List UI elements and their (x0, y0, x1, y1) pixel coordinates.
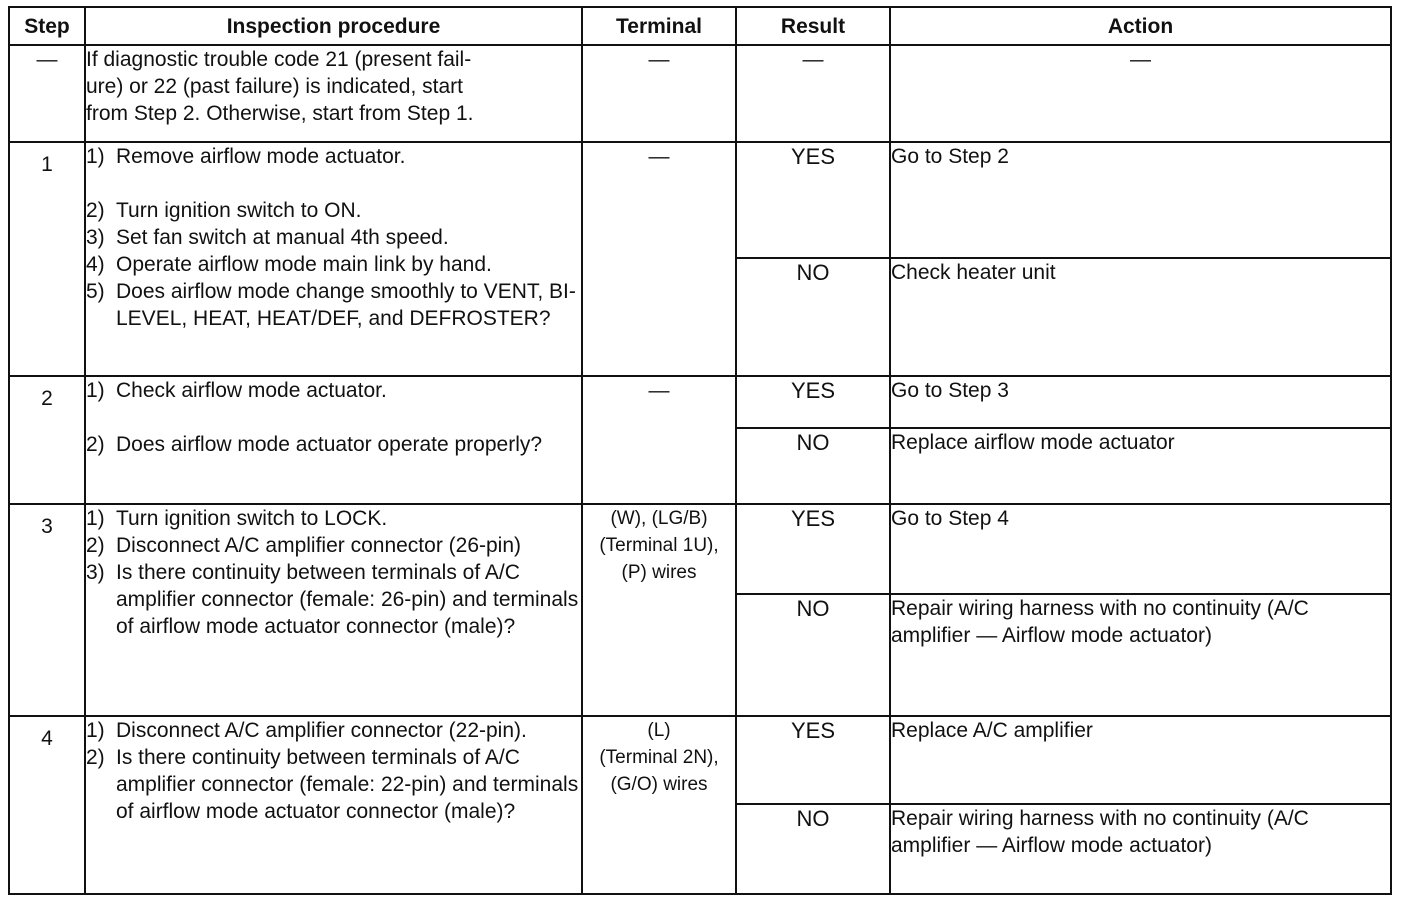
intro-procedure-line: If diagnostic trouble code 21 (present fail- (86, 48, 472, 71)
procedure-item-text: Is there continuity between terminals of A/C amplifier connector (female: 26-pin) and terminals of airflow mode actuator connector (male)? (116, 561, 579, 638)
procedure-item-text: Disconnect A/C amplifier connector (26-pin) (116, 534, 522, 557)
procedure-item-text: Set fan switch at manual 4th speed. (116, 226, 449, 249)
table-row (9, 142, 1391, 258)
procedure-list (86, 377, 581, 458)
procedure-item-number: 1) (86, 379, 105, 402)
procedure-item-number: 2) (86, 433, 105, 456)
step-number (9, 716, 85, 894)
procedure-item (86, 197, 581, 224)
procedure-item-number: 1) (86, 719, 105, 742)
procedure-item-text: Disconnect A/C amplifier connector (22-pin). (116, 719, 527, 742)
intro-procedure-line: from Step 2. Otherwise, start from Step 1. (86, 102, 474, 125)
step-procedure (85, 716, 582, 894)
terminal-line: (W), (LG/B) (610, 508, 708, 529)
header-result: Result (736, 7, 890, 45)
procedure-item-number: 3) (86, 561, 105, 584)
procedure-item (86, 532, 581, 559)
procedure-item-number: 1) (86, 507, 105, 530)
procedure-item (86, 505, 581, 532)
procedure-item-number: 2) (86, 199, 105, 222)
procedure-list (86, 505, 581, 640)
terminal-line: (L) (647, 720, 671, 741)
procedure-item-text: Does airflow mode actuator operate properly? (116, 433, 543, 456)
step-procedure (85, 142, 582, 376)
action-cell: Go to Step 2 (890, 142, 1391, 258)
result-cell: NO (736, 428, 890, 504)
procedure-item-text: Turn ignition switch to ON. (116, 199, 362, 222)
step-terminal (582, 716, 736, 894)
step-number (9, 376, 85, 504)
table-row (9, 504, 1391, 594)
result-cell: NO (736, 594, 890, 716)
action-cell: Check heater unit (890, 258, 1391, 376)
procedure-item-number: 2) (86, 534, 105, 557)
procedure-item (86, 143, 581, 170)
step-number (9, 504, 85, 716)
procedure-item-text: Turn ignition switch to LOCK. (116, 507, 388, 530)
procedure-spacer (86, 404, 581, 431)
intro-row (9, 45, 1391, 142)
procedure-item (86, 744, 581, 825)
terminal-line: (G/O) wires (610, 774, 708, 795)
procedure-item-number: 5) (86, 280, 105, 303)
procedure-item-number: 1) (86, 145, 105, 168)
procedure-item-text: Does airflow mode change smoothly to VENT, BI-LEVEL, HEAT, HEAT/DEF, and DEFROSTER? (116, 280, 576, 330)
step-number-text: 3 (41, 515, 53, 538)
intro-result: — (736, 45, 890, 142)
action-cell: Replace A/C amplifier (890, 716, 1391, 804)
step-number-text: 2 (41, 387, 53, 410)
procedure-item (86, 717, 581, 744)
intro-terminal: — (582, 45, 736, 142)
step-terminal (582, 504, 736, 716)
result-cell: NO (736, 258, 890, 376)
intro-procedure-line: ure) or 22 (past failure) is indicated, start (86, 75, 463, 98)
result-cell: YES (736, 504, 890, 594)
step-terminal: — (582, 376, 736, 504)
procedure-list (86, 143, 581, 332)
step-number-text: 4 (41, 727, 53, 750)
procedure-item (86, 559, 581, 640)
procedure-spacer (86, 170, 581, 197)
procedure-item-text: Remove airflow mode actuator. (116, 145, 406, 168)
result-cell: YES (736, 716, 890, 804)
step-number (9, 142, 85, 376)
result-cell: YES (736, 376, 890, 428)
step-number-text: 1 (41, 153, 53, 176)
procedure-item (86, 431, 581, 458)
action-cell: Repair wiring harness with no continuity (A/C amplifier — Airflow mode actuator) (890, 804, 1391, 894)
procedure-list (86, 717, 581, 825)
action-cell: Go to Step 4 (890, 504, 1391, 594)
terminal-line: (Terminal 2N), (599, 747, 719, 768)
intro-step: — (9, 45, 85, 142)
procedure-item-text: Operate airflow mode main link by hand. (116, 253, 492, 276)
intro-procedure (85, 45, 582, 142)
action-cell: Go to Step 3 (890, 376, 1391, 428)
step-procedure (85, 504, 582, 716)
table-row (9, 376, 1391, 428)
intro-action: — (890, 45, 1391, 142)
header-procedure: Inspection procedure (85, 7, 582, 45)
header-step: Step (9, 7, 85, 45)
result-cell: YES (736, 142, 890, 258)
header-action: Action (890, 7, 1391, 45)
procedure-item-number: 2) (86, 746, 105, 769)
action-cell: Repair wiring harness with no continuity (A/C amplifier — Airflow mode actuator) (890, 594, 1391, 716)
terminal-line: (Terminal 1U), (599, 535, 719, 556)
inspection-table (8, 6, 1392, 895)
result-cell: NO (736, 804, 890, 894)
terminal-line: (P) wires (621, 562, 697, 583)
procedure-item (86, 251, 581, 278)
procedure-item-number: 3) (86, 226, 105, 249)
step-terminal: — (582, 142, 736, 376)
procedure-item-text: Is there continuity between terminals of A/C amplifier connector (female: 22-pin) and terminals of airflow mode actuator connector (male)? (116, 746, 579, 823)
procedure-item (86, 224, 581, 251)
procedure-item-number: 4) (86, 253, 105, 276)
action-cell: Replace airflow mode actuator (890, 428, 1391, 504)
procedure-item (86, 278, 581, 332)
procedure-item-text: Check airflow mode actuator. (116, 379, 387, 402)
step-procedure (85, 376, 582, 504)
procedure-item (86, 377, 581, 404)
header-terminal: Terminal (582, 7, 736, 45)
header-row (9, 7, 1391, 45)
table-row (9, 716, 1391, 804)
